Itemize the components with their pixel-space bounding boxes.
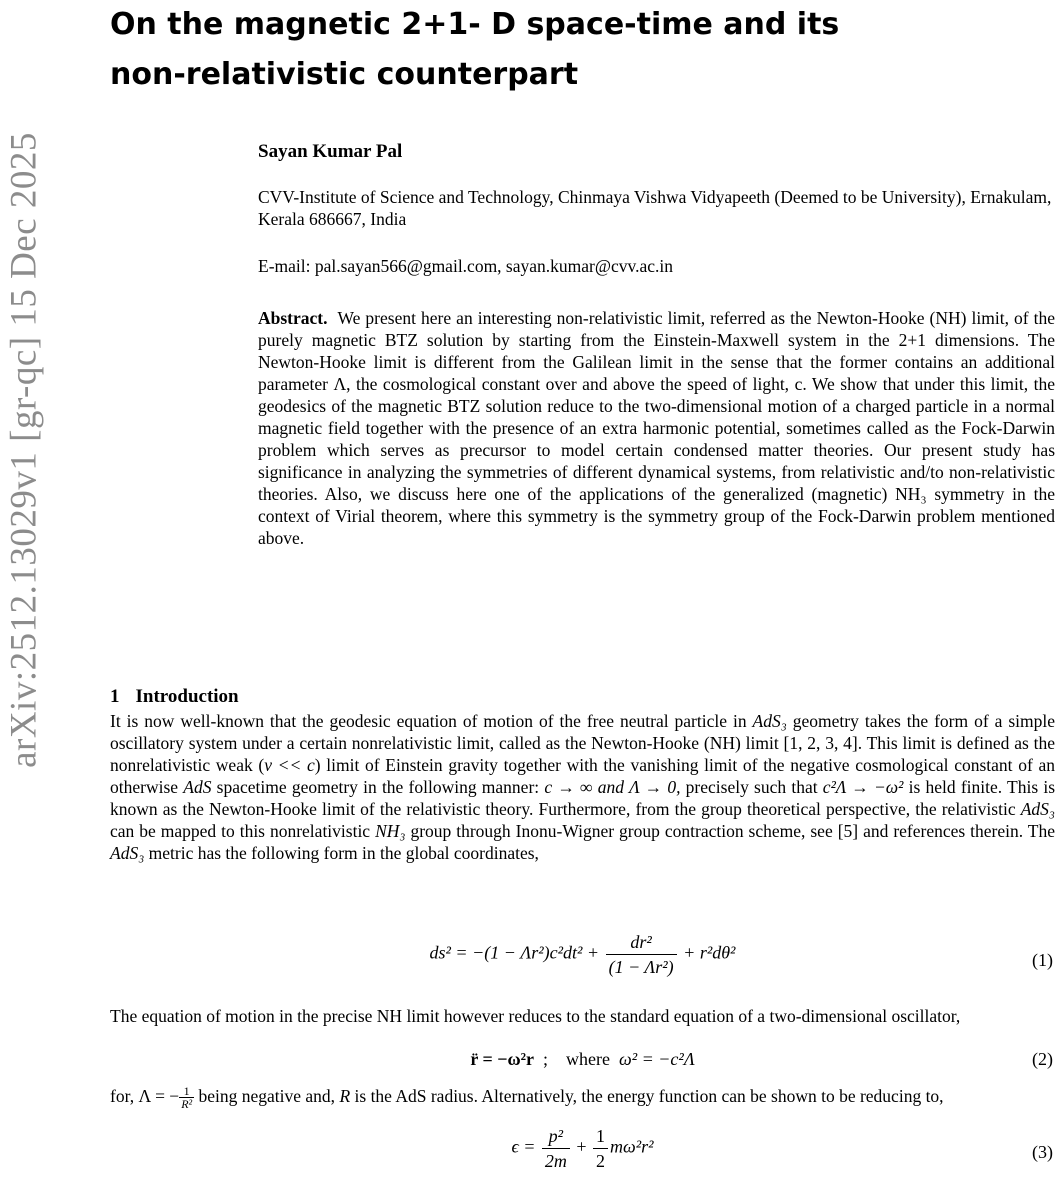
equation-3-body [110,1126,1055,1171]
eq2-rhs: ω² = −c²Λ [619,1049,695,1069]
frac-numerator: 1 [179,1085,194,1098]
math-nh3: NH₃ [375,821,406,841]
author-affiliation: CVV-Institute of Science and Technology, Chinmaya Vishwa Vidyapeeth (Deemed to be University), Ernakulam, Kerala 686667, India [258,187,1052,229]
eq3-fraction-1 [542,1126,570,1171]
math-ads3: AdS₃ [110,843,145,863]
equation-3-number: (3) [1032,1142,1053,1162]
math-ads3: AdS₃ [1020,799,1055,819]
intro-paragraph-2: The equation of motion in the precise NH limit however reduces to the standard equation of a two-dimensional oscillator, [110,1006,961,1026]
eq2-lhs: r̈ = −ω²r [470,1049,535,1069]
text-run: is held finite. This is known as the Newton-Hooke limit of the relativistic theory. Furthermore, from the group theoretical perspective, the relativistic [110,777,1056,819]
text-run: can be mapped to this nonrelativistic [110,821,376,841]
author-email: E-mail: pal.sayan566@gmail.com, sayan.kumar@cvv.ac.in [258,256,674,276]
text-run: being negative and, [194,1086,340,1106]
text-run: spacetime geometry in the following manner: [211,777,545,797]
math-ads3: AdS₃ [752,711,787,731]
equation-1-body [110,932,1055,977]
math-v-ll-c: v << c [264,755,315,775]
eq1-numerator: dr² [606,932,677,955]
paper-title [110,0,1010,100]
section-number: 1 [110,686,120,707]
math-condition: c²Λ → −ω² [822,777,904,797]
intro-paragraph-3 [110,1085,1055,1110]
text-run: metric has the following form in the global coordinates, [144,843,539,863]
eq1-denominator: (1 − Λr²) [608,957,674,977]
text-run: precisely such that [680,777,823,797]
arxiv-identifier: arXiv:2512.13029v1 [gr-qc] 15 Dec 2025 [3,132,45,768]
author-name: Sayan Kumar Pal [258,141,403,162]
intro-paragraph-1 [110,710,1055,864]
abstract-label: Abstract. [258,308,328,328]
text-run: is the AdS radius. Alternatively, the energy function can be shown to be reducing to, [350,1086,944,1106]
equation-1 [110,932,1055,992]
eq3-plus: + [571,1136,592,1157]
one-over-r-squared [179,1085,194,1110]
text-run: ) limit of Einstein gravity together with the vanishing limit of the negative cosmological constant of an otherwise [110,755,1055,797]
math-ads: AdS [183,777,212,797]
equation-1-number: (1) [1032,950,1053,970]
eq2-separator: ; where [534,1049,620,1069]
eq1-lhs: ds² = −(1 − Λr²)c²dt² + [429,942,604,963]
text-run: group through Inonu-Wigner group contraction scheme, see [5] and references therein. The [405,821,1055,841]
eq3-fraction-2 [593,1126,608,1171]
equation-2 [110,1049,1055,1073]
eq3-numerator-1: p² [542,1126,570,1149]
equation-3 [110,1126,1055,1180]
frac-denominator: R² [181,1097,193,1112]
text-run: It is now well-known that the geodesic equation of motion of the free neutral particle in [110,711,753,731]
eq3-numerator-2: 1 [593,1126,608,1149]
eq3-tail: mω²r² [610,1136,654,1157]
section-title: Introduction [135,686,239,707]
math-r: R [339,1086,351,1106]
text-run: geometry takes the form of a simple oscillatory system under a certain nonrelativistic limit, called as the Newton-Hooke (NH) limit [1, 2, 3, 4]. This limit is defined as the nonrelativistic weak ( [110,711,1055,775]
title-line-2: non-relativistic counterpart [110,57,579,92]
math-limit: c → ∞ and Λ → 0, [544,777,681,797]
eq1-fraction [606,932,677,977]
section-heading [110,686,239,708]
abstract-text: We present here an interesting non-relativistic limit, referred as the Newton-Hooke (NH) limit, of the purely magnetic BTZ solution by starting from the Einstein-Maxwell system in the 2+1 dimensions. The Newton-Hooke limit is different from the Galilean limit in the sense that the former contains an additional parameter Λ, the cosmological constant over and above the speed of light, c. We show that under this limit, the geodesics of the magnetic BTZ solution reduce to the two-dimensional motion of a charged particle in a normal magnetic field together with the presence of an extra harmonic potential, sometimes called as the Fock-Darwin problem which serves as precursor to model certain condensed matter theories. Our present study has significance in analyzing the symmetries of different dynamical systems, from relativistic and/to non-relativistic theories. Also, we discuss here one of the applications of the generalized (magnetic) NH₃ symmetry in the context of Virial theorem, where this symmetry is the symmetry group of the Fock-Darwin problem mentioned above. [258,308,1055,548]
eq1-tail: + r²dθ² [678,942,736,963]
equation-2-body [110,1049,1055,1070]
eq3-denominator-2: 2 [596,1151,606,1171]
arxiv-sidebar [0,90,48,810]
title-line-1: On the magnetic 2+1- D space-time and its [110,7,840,42]
eq3-lhs: ϵ = [511,1136,540,1157]
equation-2-number: (2) [1032,1049,1053,1069]
text-run: for, Λ = − [110,1086,180,1106]
eq3-denominator-1: 2m [544,1151,567,1171]
abstract [258,307,1055,549]
